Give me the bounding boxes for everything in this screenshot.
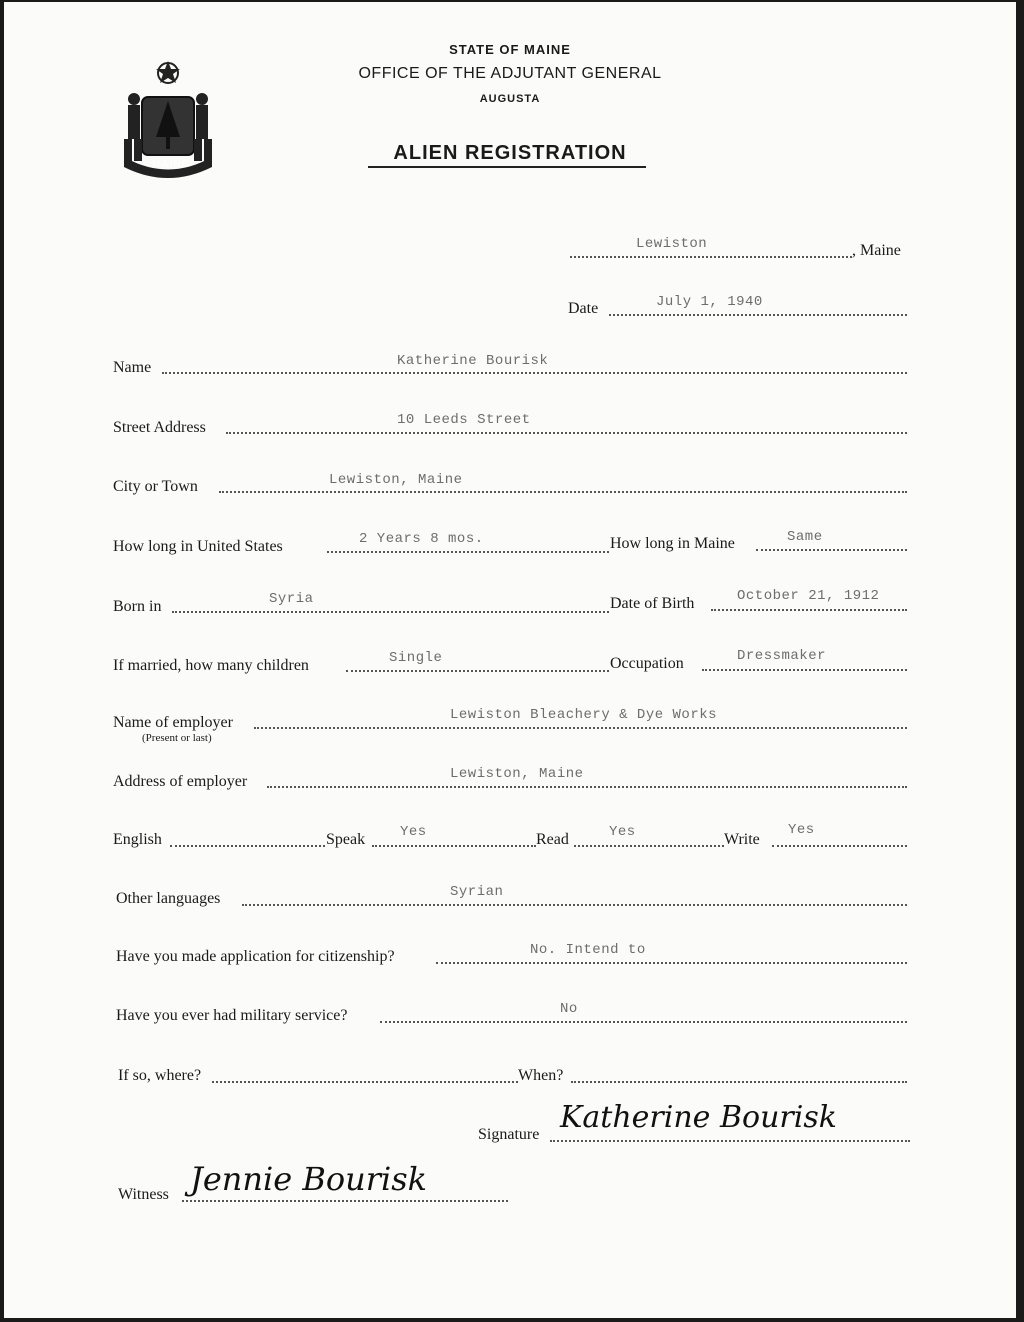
speak-label: Speak	[326, 831, 366, 848]
english-line	[170, 845, 325, 847]
where-label: If so, where?	[118, 1067, 202, 1084]
employer-line	[254, 727, 907, 729]
date-line	[609, 314, 907, 316]
dob-value: October 21, 1912	[737, 588, 880, 604]
write-label: Write	[724, 831, 760, 848]
when-label: When?	[518, 1067, 564, 1084]
speak-line	[372, 845, 536, 847]
signature-line	[550, 1140, 910, 1142]
military-line	[380, 1021, 907, 1023]
title-underline	[368, 166, 646, 168]
employer-address-value: Lewiston, Maine	[450, 766, 584, 782]
citizenship-line	[436, 962, 907, 964]
employer-label: Name of employer	[113, 714, 233, 731]
signature-handwriting: Katherine Bourisk	[560, 1100, 837, 1135]
city-label: City or Town	[113, 478, 198, 495]
place-line	[570, 256, 852, 258]
born-in-label: Born in	[113, 598, 162, 615]
english-label: English	[113, 831, 162, 848]
date-label: Date	[568, 300, 599, 317]
name-line	[162, 372, 907, 374]
street-value: 10 Leeds Street	[397, 412, 531, 428]
read-value: Yes	[609, 824, 636, 840]
born-in-value: Syria	[269, 591, 314, 607]
us-duration-label: How long in United States	[113, 538, 283, 555]
date-value: July 1, 1940	[656, 294, 763, 310]
speak-value: Yes	[400, 824, 427, 840]
other-languages-line	[242, 904, 907, 906]
maine-duration-line	[756, 549, 907, 551]
header-state: STATE OF MAINE	[449, 42, 571, 57]
read-line	[574, 845, 724, 847]
employer-address-label: Address of employer	[113, 773, 248, 790]
maine-duration-label: How long in Maine	[610, 535, 735, 552]
citizenship-value: No. Intend to	[530, 942, 646, 958]
children-label: If married, how many children	[113, 657, 309, 674]
children-value: Single	[389, 650, 443, 666]
citizenship-label: Have you made application for citizenship?	[116, 948, 395, 965]
occupation-value: Dressmaker	[737, 648, 827, 664]
witness-handwriting: Jennie Bourisk	[190, 1160, 428, 1198]
military-label: Have you ever had military service?	[116, 1007, 348, 1024]
witness-label: Witness	[118, 1186, 169, 1203]
when-line	[571, 1081, 907, 1083]
us-duration-line	[327, 551, 609, 553]
military-value: No	[560, 1001, 578, 1017]
seal-ribbon-text: MAINE	[152, 159, 190, 170]
born-in-line	[172, 611, 609, 613]
place-suffix: , Maine	[852, 242, 901, 259]
us-duration-value: 2 Years 8 mos.	[359, 531, 484, 547]
employer-address-line	[267, 786, 907, 788]
occupation-label: Occupation	[610, 655, 684, 672]
city-line	[219, 491, 907, 493]
form-page	[4, 2, 1016, 1318]
street-label: Street Address	[113, 419, 206, 436]
street-line	[226, 432, 907, 434]
place-value: Lewiston	[636, 236, 708, 252]
children-line	[346, 670, 609, 672]
where-line	[212, 1081, 518, 1083]
other-languages-label: Other languages	[116, 890, 221, 907]
signature-label: Signature	[478, 1126, 540, 1143]
dob-label: Date of Birth	[610, 595, 695, 612]
name-label: Name	[113, 359, 152, 376]
employer-sublabel: (Present or last)	[142, 732, 212, 744]
form-title: ALIEN REGISTRATION	[393, 142, 627, 164]
other-languages-value: Syrian	[450, 884, 504, 900]
occupation-line	[702, 669, 907, 671]
dob-line	[711, 609, 907, 611]
read-label: Read	[536, 831, 569, 848]
header-city: AUGUSTA	[479, 93, 541, 105]
write-line	[772, 845, 907, 847]
city-value: Lewiston, Maine	[329, 472, 463, 488]
write-value: Yes	[788, 822, 815, 838]
maine-duration-value: Same	[787, 529, 823, 545]
header-office: OFFICE OF THE ADJUTANT GENERAL	[358, 65, 662, 82]
witness-line	[182, 1200, 508, 1202]
name-value: Katherine Bourisk	[397, 353, 549, 369]
employer-value: Lewiston Bleachery & Dye Works	[450, 707, 718, 723]
